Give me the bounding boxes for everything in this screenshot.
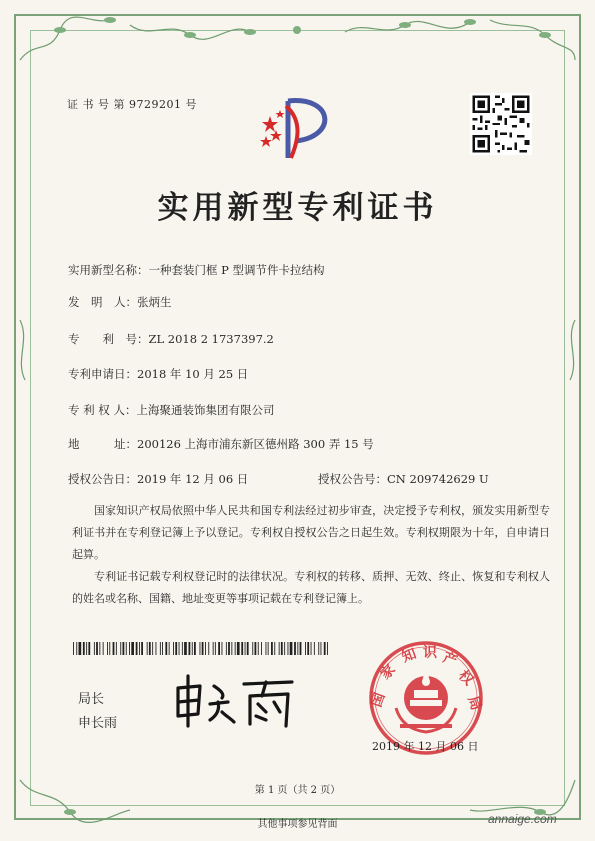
field-label: 实用新型名称： (68, 263, 149, 277)
barcode-bar (136, 642, 138, 655)
barcode-bar (162, 642, 163, 655)
barcode-bar (305, 642, 306, 655)
field-label: 授权公告号： (318, 472, 387, 486)
barcode-bar (261, 642, 262, 655)
barcode-bar (222, 642, 223, 655)
field-label: 专 利 号： (68, 332, 149, 346)
barcode-bar (202, 642, 204, 655)
back-note: 其他事项参见背面 (257, 819, 338, 830)
barcode-bar (297, 642, 298, 655)
qr-code-icon (470, 93, 532, 155)
barcode-bar (231, 642, 232, 655)
barcode-bar (279, 642, 280, 655)
field-utility-model-name (68, 262, 325, 278)
barcode-bar (271, 642, 273, 655)
field-label: 地 址： (68, 437, 137, 451)
barcode-bar (173, 642, 174, 655)
barcode-bar (129, 642, 130, 655)
barcode-bar (123, 642, 125, 655)
seal-char: 知 (399, 645, 419, 666)
barcode-bar (147, 642, 148, 655)
barcode-bar (268, 642, 269, 655)
barcode-bar (318, 642, 319, 655)
barcode-bar (215, 642, 216, 655)
barcode-bar (141, 642, 143, 655)
barcode-bar (290, 642, 293, 655)
barcode-bar (218, 642, 220, 655)
barcode-bar (288, 642, 289, 655)
barcode-bar (284, 642, 285, 655)
barcode-bar (107, 642, 108, 655)
field-value: 一种套装门框 P 型调节件卡拉结构 (148, 263, 325, 277)
barcode-bar (213, 642, 214, 655)
field-patent-number (68, 331, 274, 347)
barcode-bar (235, 642, 236, 655)
field-value: ZL 2018 2 1737397.2 (148, 332, 274, 346)
barcode-bar (120, 642, 121, 655)
barcode-bar (241, 642, 243, 655)
barcode-bar (149, 642, 151, 655)
certificate-title: 实用新型专利证书 (157, 190, 438, 226)
barcode-bar (266, 642, 267, 655)
barcode-bar (255, 642, 257, 655)
barcode-bar (252, 642, 253, 655)
barcode-bar (76, 642, 77, 655)
official-name: 申长雨 (78, 716, 118, 731)
barcode-icon (73, 642, 328, 655)
field-label: 专利申请日： (68, 367, 137, 381)
seal-char: 家 (377, 661, 399, 683)
field-label: 发 明 人： (68, 295, 137, 309)
field-patentee (68, 402, 274, 418)
barcode-bar (96, 642, 98, 655)
field-value: CN 209742629 U (387, 472, 489, 486)
field-value: 2019 年 12 月 06 日 (137, 472, 249, 486)
barcode-bar (88, 642, 90, 655)
barcode-bar (311, 642, 312, 655)
certificate-number: 证 书 号 第 9729201 号 (67, 98, 197, 111)
barcode-bar (237, 642, 240, 655)
barcode-bar (113, 642, 115, 655)
field-announcement-date (68, 471, 248, 487)
field-label: 专 利 权 人： (68, 403, 137, 417)
barcode-bar (228, 642, 230, 655)
barcode-bar (307, 642, 309, 655)
barcode-bar (184, 642, 187, 655)
barcode-bar (73, 642, 74, 655)
barcode-bar (194, 642, 196, 655)
barcode-bar (165, 642, 167, 655)
barcode-bar (281, 642, 283, 655)
barcode-bar (200, 642, 201, 655)
official-title: 局长 (78, 692, 105, 707)
barcode-bar (182, 642, 183, 655)
barcode-bar (99, 642, 100, 655)
barcode-bar (245, 642, 246, 655)
barcode-bar (226, 642, 227, 655)
field-inventor (68, 294, 172, 310)
watermark: annaige.com (488, 812, 557, 826)
barcode-bar (160, 642, 161, 655)
field-application-date (68, 366, 248, 382)
barcode-bar (258, 642, 259, 655)
barcode-bar (247, 642, 249, 655)
barcode-bar (294, 642, 296, 655)
barcode-bar (83, 642, 85, 655)
barcode-bar (169, 642, 170, 655)
barcode-bar (86, 642, 87, 655)
seal-char: 识 (423, 645, 437, 661)
barcode-bar (109, 642, 110, 655)
field-value: 200126 上海市浦东新区德州路 300 弄 15 号 (137, 437, 374, 451)
seal-char: 产 (440, 649, 460, 670)
field-address (68, 436, 374, 452)
field-value: 张炳生 (137, 295, 172, 309)
barcode-bar (327, 642, 328, 655)
seal-char: 国 (368, 690, 389, 710)
barcode-bar (152, 642, 153, 655)
grant-paragraph: 国家知识产权局依照中华人民共和国专利法经过初步审查，决定授予专利权，颁发实用新型专利证书并在专利登记簿上予以登记。专利权自授权公告之日起生效。专利权期限为十年，自申请日起算。 (72, 504, 550, 561)
page-indicator: 第 1 页（共 2 页） (254, 785, 341, 796)
director-signature (170, 672, 300, 730)
barcode-bar (94, 642, 95, 655)
barcode-bar (79, 642, 82, 655)
barcode-bar (175, 642, 177, 655)
barcode-bar (321, 642, 322, 655)
barcode-bar (192, 642, 193, 655)
field-label: 授权公告日： (68, 472, 137, 486)
barcode-bar (324, 642, 326, 655)
seal-char: 权 (455, 667, 477, 689)
field-value: 2018 年 10 月 25 日 (137, 367, 249, 381)
barcode-bar (156, 642, 157, 655)
barcode-bar (126, 642, 127, 655)
barcode-bar (314, 642, 315, 655)
field-value: 上海聚通装饰集团有限公司 (136, 403, 275, 417)
legal-status-paragraph: 专利证书记载专利权登记时的法律状况。专利权的转移、质押、无效、终止、恢复和专利权人的姓名或名称、国籍、地址变更等事项记载在专利登记簿上。 (72, 570, 550, 605)
barcode-bar (189, 642, 191, 655)
barcode-bar (205, 642, 206, 655)
barcode-bar (274, 642, 275, 655)
barcode-bar (300, 642, 302, 655)
seal-char: 局 (464, 693, 485, 713)
field-announcement-number (318, 471, 489, 487)
barcode-bar (103, 642, 104, 655)
barcode-bar (139, 642, 140, 655)
barcode-bar (179, 642, 180, 655)
patent-office-logo-icon (258, 86, 338, 166)
barcode-bar (131, 642, 134, 655)
barcode-bar (208, 642, 209, 655)
seal-date: 2019 年 12 月 06 日 (372, 740, 479, 753)
barcode-bar (116, 642, 117, 655)
